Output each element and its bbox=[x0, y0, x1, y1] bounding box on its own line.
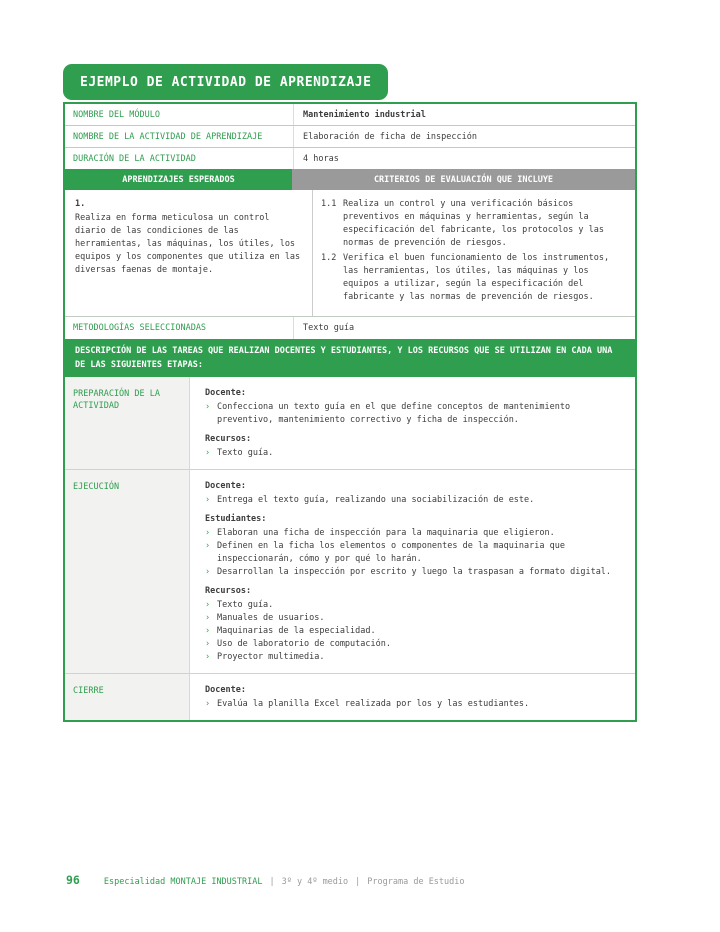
evaluation-criteria-header: CRITERIOS DE EVALUACIÓN QUE INCLUYE bbox=[292, 169, 635, 190]
chevron-bullet-icon: › bbox=[205, 626, 211, 636]
activity-sheet bbox=[63, 64, 637, 722]
chevron-bullet-icon: › bbox=[205, 652, 211, 662]
learning-header-row bbox=[65, 169, 635, 190]
bullet-item bbox=[205, 566, 621, 579]
page-footer bbox=[66, 873, 666, 887]
group-heading-docente: Docente: bbox=[205, 388, 246, 398]
chevron-bullet-icon: › bbox=[205, 402, 211, 412]
criterion-text: Verifica el buen funcionamiento de los instrumentos, las herramientas, los útiles, las máquinas y los equipos a utilizar, según la especificación del fabricante y las normas de prevención de riesgos. bbox=[343, 253, 610, 302]
chevron-bullet-icon: › bbox=[205, 528, 211, 538]
bullet-item bbox=[205, 612, 621, 625]
chevron-bullet-icon: › bbox=[205, 639, 211, 649]
criterion-number: 1.2 bbox=[321, 253, 337, 263]
chevron-bullet-icon: › bbox=[205, 699, 211, 709]
bullet-text: Definen en la ficha los elementos o componentes de la maquinaria que inspeccionarán, cómo y por qué lo harán. bbox=[217, 541, 565, 564]
chevron-bullet-icon: › bbox=[205, 600, 211, 610]
criterion-text: Realiza un control y una verificación básicos preventivos en máquinas y herramientas, según la especificación del fabricante, los protocolos y las normas de prevención de riesgos. bbox=[343, 199, 604, 248]
bullet-text: Entrega el texto guía, realizando una sociabilización de este. bbox=[217, 495, 535, 505]
expected-learning-cell bbox=[65, 190, 313, 316]
duration-value: 4 horas bbox=[303, 153, 339, 164]
chevron-bullet-icon: › bbox=[205, 541, 211, 551]
stage-content-execution bbox=[190, 470, 635, 673]
stage-content-closing bbox=[190, 674, 635, 720]
bullet-item bbox=[205, 540, 621, 566]
duration-label: DURACIÓN DE LA ACTIVIDAD bbox=[65, 148, 294, 169]
bullet-text: Proyector multimedia. bbox=[217, 652, 325, 662]
bullet-text: Maquinarias de la especialidad. bbox=[217, 626, 376, 636]
description-band: DESCRIPCIÓN DE LAS TAREAS QUE REALIZAN DOCENTES Y ESTUDIANTES, Y LOS RECURSOS QUE SE UTILIZAN EN CADA UNA DE LAS SIGUIENTES ETAPAS: bbox=[65, 339, 635, 377]
activity-table bbox=[63, 102, 637, 722]
stage-label-preparation: PREPARACIÓN DE LA ACTIVIDAD bbox=[65, 377, 190, 469]
info-row-activity-name bbox=[65, 126, 635, 148]
criterion-item bbox=[321, 252, 627, 304]
stage-label-closing: CIERRE bbox=[65, 674, 190, 720]
criterion-item bbox=[321, 198, 627, 250]
bullet-text: Elaboran una ficha de inspección para la maquinaria que eligieron. bbox=[217, 528, 555, 538]
bullet-item bbox=[205, 599, 621, 612]
module-value: Mantenimiento industrial bbox=[303, 109, 426, 120]
methodology-row bbox=[65, 316, 635, 339]
learning-objective-number: 1. bbox=[75, 199, 86, 209]
footer-program: Programa de Estudio bbox=[367, 877, 465, 887]
footer-grade: 3º y 4º medio bbox=[281, 877, 349, 887]
bullet-text: Evalúa la planilla Excel realizada por los y las estudiantes. bbox=[217, 699, 530, 709]
bullet-item bbox=[205, 494, 621, 507]
activity-title-tab: EJEMPLO DE ACTIVIDAD DE APRENDIZAJE bbox=[63, 64, 388, 100]
bullet-text: Texto guía. bbox=[217, 448, 274, 458]
bullet-text: Confecciona un texto guía en el que define conceptos de mantenimiento preventivo, mantenimiento correctivo y ficha de inspección. bbox=[217, 402, 571, 425]
chevron-bullet-icon: › bbox=[205, 448, 211, 458]
group-heading-docente: Docente: bbox=[205, 685, 246, 695]
chevron-bullet-icon: › bbox=[205, 613, 211, 623]
bullet-item bbox=[205, 527, 621, 540]
activity-name-label: NOMBRE DE LA ACTIVIDAD DE APRENDIZAJE bbox=[65, 126, 294, 147]
stage-row-closing bbox=[65, 674, 635, 720]
activity-name-value: Elaboración de ficha de inspección bbox=[303, 131, 477, 142]
footer-separator: | bbox=[355, 877, 361, 887]
chevron-bullet-icon: › bbox=[205, 495, 211, 505]
bullet-item bbox=[205, 625, 621, 638]
bullet-text: Manuales de usuarios. bbox=[217, 613, 325, 623]
info-row-duration bbox=[65, 148, 635, 169]
group-heading-docente: Docente: bbox=[205, 481, 246, 491]
methodology-label: METODOLOGÍAS SELECCIONADAS bbox=[65, 317, 294, 339]
expected-learning-header: APRENDIZAJES ESPERADOS bbox=[65, 169, 292, 190]
bullet-item bbox=[205, 698, 621, 711]
criteria-list bbox=[313, 190, 635, 316]
group-heading-recursos: Recursos: bbox=[205, 434, 252, 444]
bullet-item bbox=[205, 638, 621, 651]
footer-specialty: Especialidad MONTAJE INDUSTRIAL bbox=[103, 877, 263, 887]
methodology-value: Texto guía bbox=[303, 323, 355, 333]
bullet-text: Texto guía. bbox=[217, 600, 274, 610]
learning-objective-text: Realiza en forma meticulosa un control diario de las condiciones de las herramientas, las máquinas, los útiles, los equipos y los componentes que utiliza en las diversas faenas de montaje. bbox=[75, 213, 301, 275]
stage-label-execution: EJECUCIÓN bbox=[65, 470, 190, 673]
chevron-bullet-icon: › bbox=[205, 567, 211, 577]
footer-separator: | bbox=[269, 877, 275, 887]
bullet-item bbox=[205, 401, 621, 427]
stage-row-preparation bbox=[65, 377, 635, 470]
criterion-number: 1.1 bbox=[321, 199, 337, 209]
group-heading-estudiantes: Estudiantes: bbox=[205, 514, 267, 524]
group-heading-recursos: Recursos: bbox=[205, 586, 252, 596]
bullet-text: Uso de laboratorio de computación. bbox=[217, 639, 391, 649]
info-row-module bbox=[65, 104, 635, 126]
module-label: NOMBRE DEL MÓDULO bbox=[65, 104, 294, 125]
bullet-item bbox=[205, 651, 621, 664]
bullet-item bbox=[205, 447, 621, 460]
learning-body-row bbox=[65, 190, 635, 316]
bullet-text: Desarrollan la inspección por escrito y luego la traspasan a formato digital. bbox=[217, 567, 612, 577]
page-number: 96 bbox=[66, 873, 80, 887]
stage-row-execution bbox=[65, 470, 635, 674]
stage-content-preparation bbox=[190, 377, 635, 469]
